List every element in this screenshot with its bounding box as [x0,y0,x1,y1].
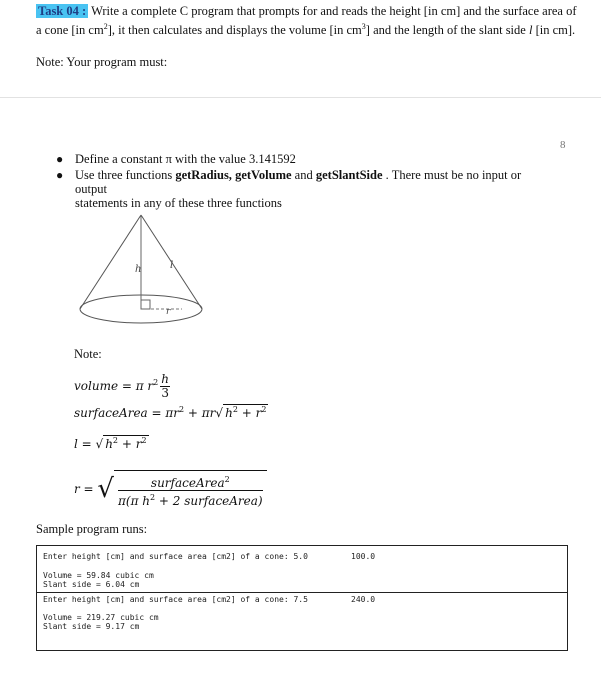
frac-num: h [161,372,169,386]
func-getradius: getRadius, [175,168,232,182]
volume-formula [74,373,172,400]
r-num [118,473,263,491]
l-rad-h: h [105,437,113,451]
sa-radicand [223,404,268,420]
bullet-2-a: Use three functions [75,168,176,182]
radius-label: r [166,307,171,317]
h-over-3 [160,373,170,400]
page-number: 8 [560,139,566,151]
sa-lhs: surfaceArea = πr [74,406,180,420]
run-divider [37,592,567,593]
sample-runs-label: Sample program runs: [36,522,148,536]
bullet-text-2 [75,168,556,210]
sup-2: 2 [103,22,108,31]
list-item [56,168,556,210]
run2-volume: Volume = 219.27 cubic cm [43,613,159,622]
run1-slant: Slant side = 6.04 cm [43,580,140,589]
cone-diagram [78,212,208,328]
sa-mid: + πr [184,406,216,420]
note-heading: Note: Your program must: [36,55,168,69]
page-divider [0,97,601,98]
task-text-2d: [in cm]. [532,23,576,38]
r-den-exp: 2 [150,493,156,502]
sqrt-icon: √ [97,474,114,504]
task-line-2 [36,19,592,38]
surface-area-formula [74,405,268,420]
r-den [118,491,263,508]
bullet-2-c: statements in any of these three functions [75,196,282,210]
frac-den: 3 [161,386,169,400]
list-item [56,152,556,166]
radius-formula [74,470,269,508]
l-exp-1: 2 [112,436,119,445]
height-label: h [135,264,142,275]
run1-prompt: Enter height [cm] and surface area [cm2] of a cone: 5.0 [43,552,308,561]
task-line-1 [36,4,592,19]
run1-input: 100.0 [351,552,376,561]
r-num-exp: 2 [224,475,230,484]
r-den-a: π(π h [118,494,150,508]
l-exp-2: 2 [141,436,147,445]
task-text-2b: ], it then calculates and displays the volume [in cm [107,23,362,38]
l-symbol: l [528,23,533,38]
right-angle-icon [141,300,150,309]
bullet-2-b: . There must be no input or output [75,168,522,196]
func-getslantside: getSlantSide [315,168,383,182]
l-rad-r: + r [118,437,142,451]
task-description [36,4,592,38]
r-den-b: + 2 surfaceArea) [155,494,263,508]
l-lhs: l = [74,437,96,451]
sqrt-icon: √ [215,406,224,420]
task-label: Task 04 : [38,4,87,18]
bullet-text-1: Define a constant π with the value 3.141592 [75,152,296,166]
sa-rad-h: h [225,406,233,420]
sup-3: 3 [361,22,366,31]
bullet-2-and: and [291,168,316,182]
r-fraction [114,470,267,508]
slant-label: l [170,260,174,271]
l-radicand [103,435,148,451]
r-lhs: r = [74,482,98,496]
sa-exp-3: 2 [261,405,267,414]
requirements-list [56,152,556,212]
sa-exp-1: 2 [179,405,185,414]
run2-input: 240.0 [351,595,376,604]
volume-lhs: volume = π r [74,379,154,393]
note-label: Note: [74,347,102,361]
bullet-icon: ● [56,168,64,182]
run1-volume: Volume = 59.84 cubic cm [43,571,154,580]
task-text-2c: ] and the length of the slant side [365,23,529,38]
run2-prompt: Enter height [cm] and surface area [cm2] of a cone: 7.5 [43,595,308,604]
bullet-icon: ● [56,152,64,166]
task-text-1: Write a complete C program that prompts for and reads the height [in cm] and the surface area of [91,4,577,18]
slant-formula [74,436,149,451]
sa-rad-r: + r [237,406,262,420]
vol-exp: 2 [153,378,159,387]
run2-slant: Slant side = 9.17 cm [43,622,140,631]
sample-runs-box [36,545,568,651]
sqrt-icon: √ [95,437,104,451]
task-text-2a: a cone [in cm [36,23,104,38]
sa-exp-2: 2 [232,405,238,414]
r-num-text: surfaceArea [150,476,225,490]
func-getvolume: getVolume [235,168,292,182]
